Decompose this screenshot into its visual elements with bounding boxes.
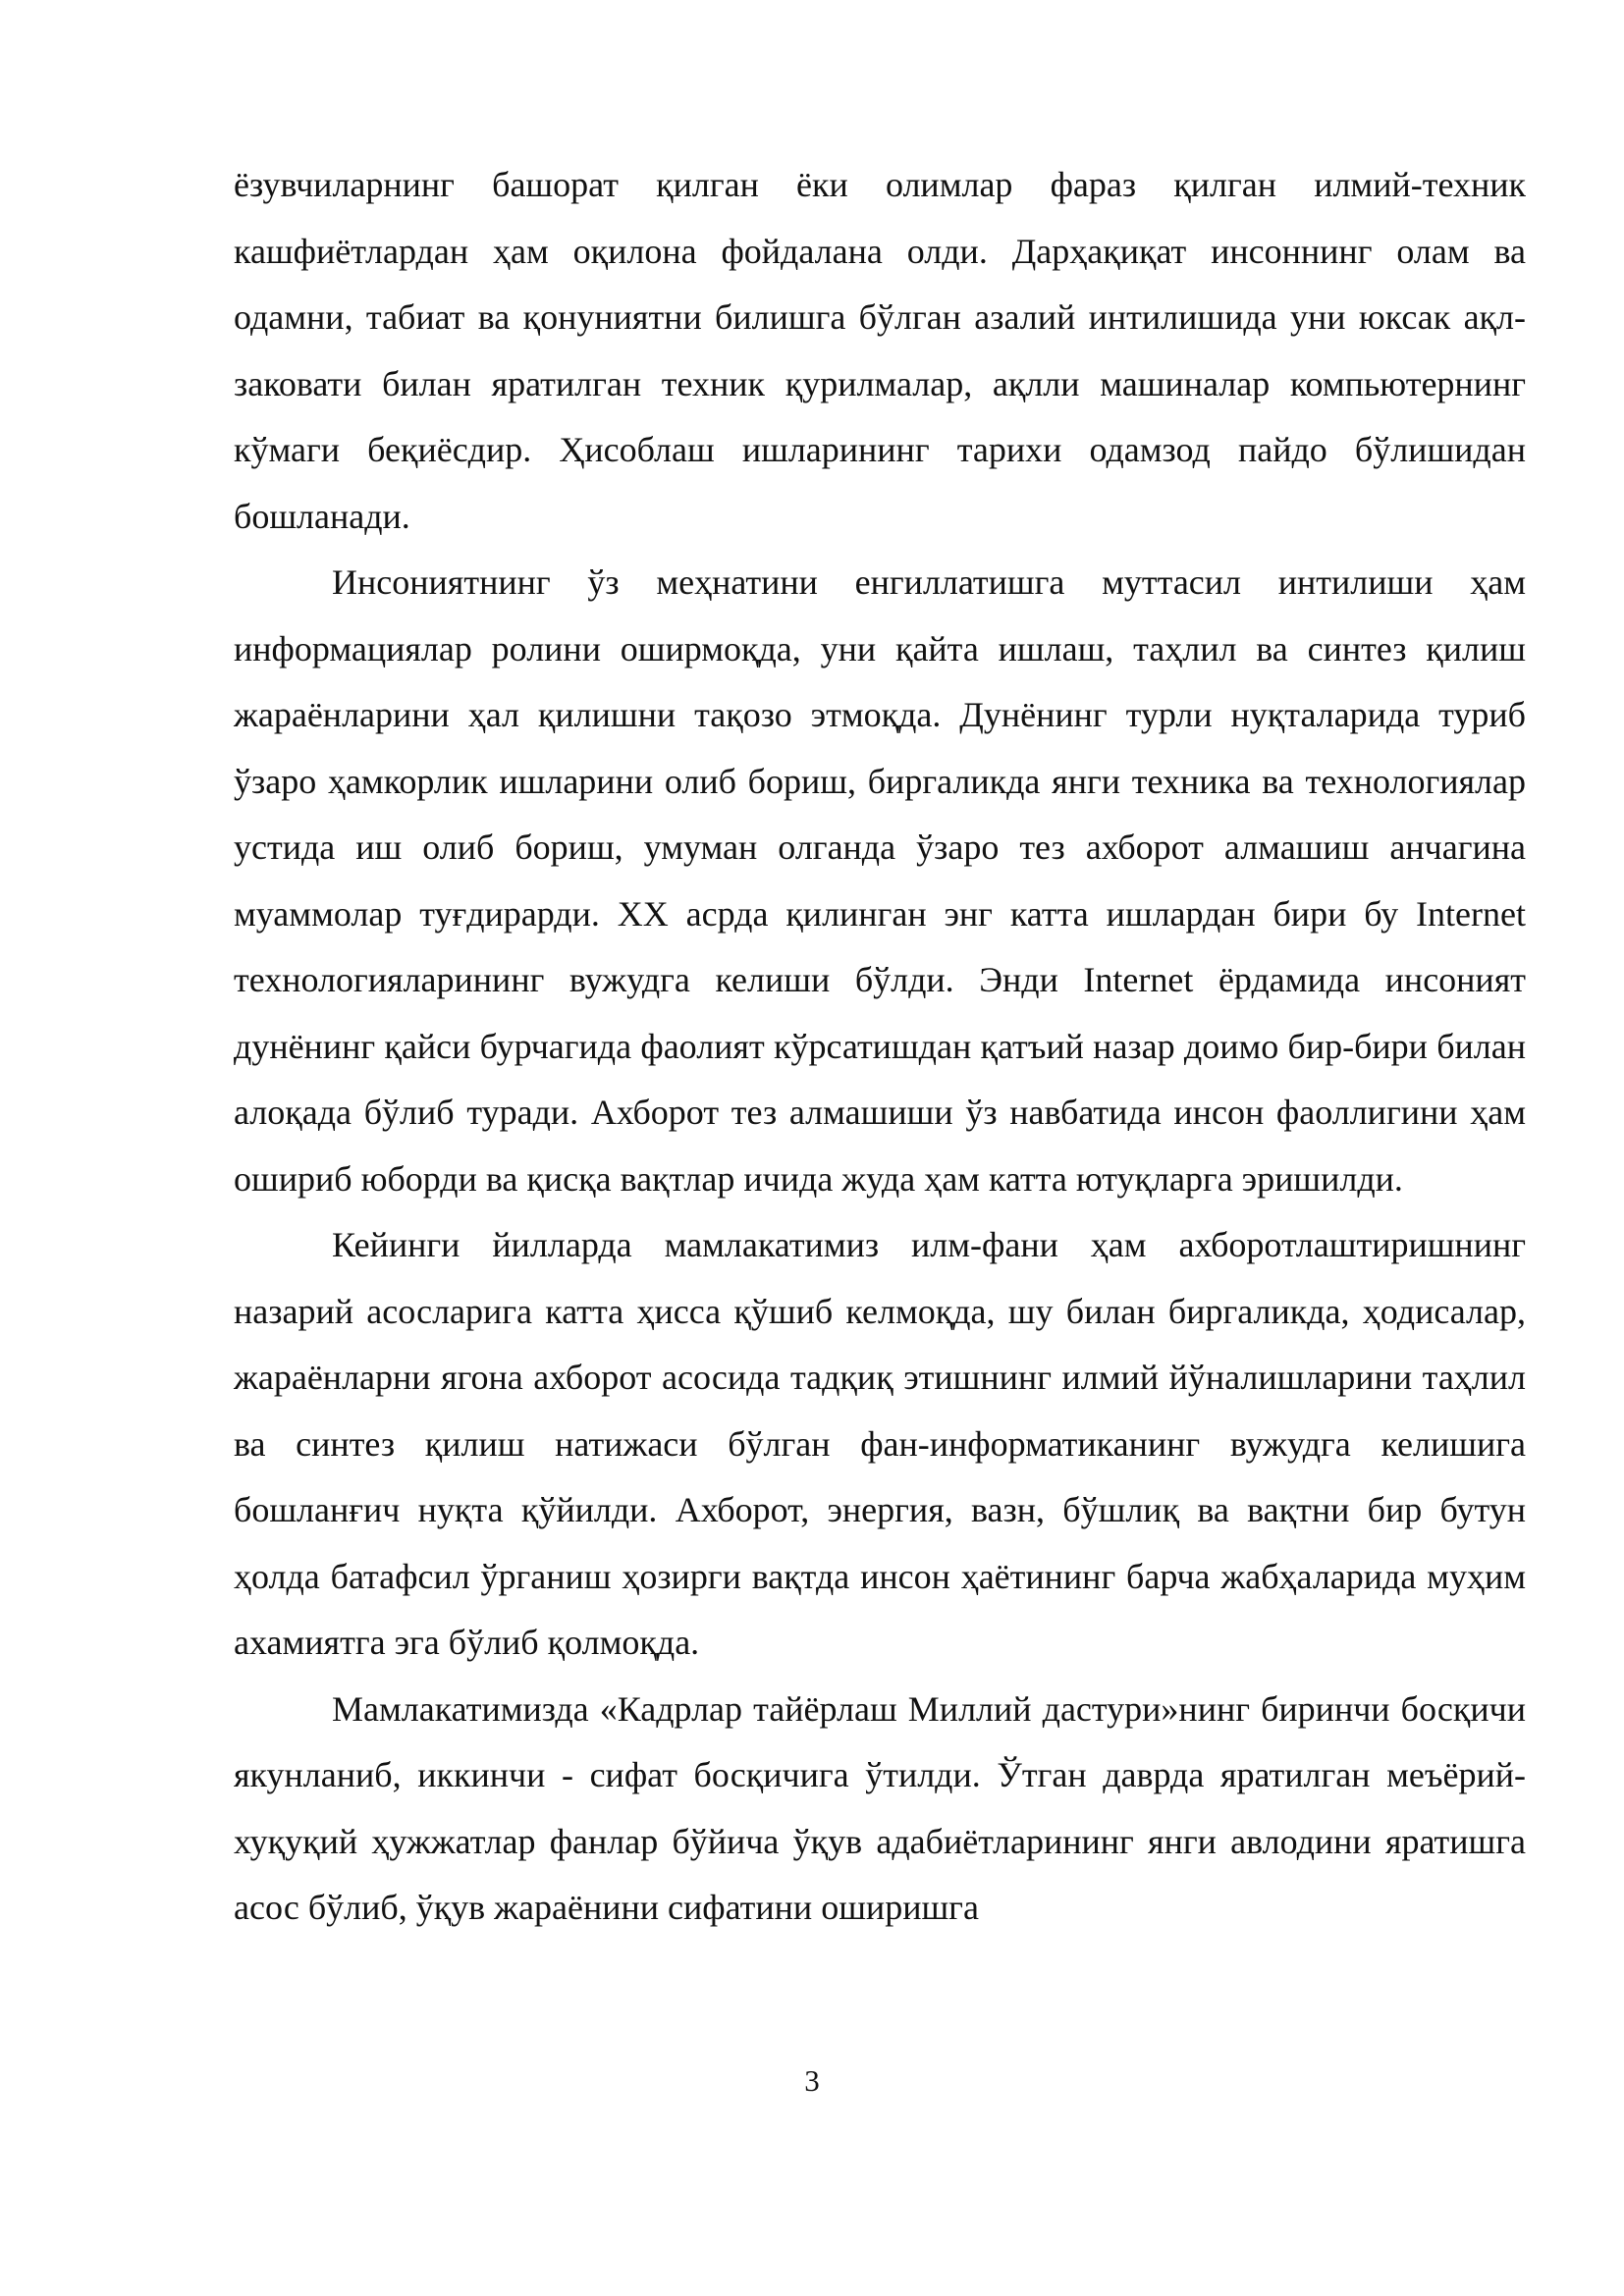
document-page (234, 152, 1526, 1942)
paragraph-2: Инсониятнинг ўз меҳнатини енгиллатишга муттасил интилиши ҳам информациялар ролини оширмоқда, уни қайта ишлаш, таҳлил ва синтез қилиш жараёнларини ҳал қилишни тақозо этмоқда. Дунёнинг турли нуқталарида туриб ўзаро ҳамкорлик ишларини олиб бориш, биргаликда янги техника ва технологиялар устида иш олиб бориш, умуман олганда ўзаро тез ахборот алмашиш анчагина муаммолар туғдирарди. XX асрда қилинган энг катта ишлардан бири бу Internet технологияларининг вужудга келиши бўлди. Энди Internet ёрдамида инсоният дунёнинг қайси бурчагида фаолият кўрсатишдан қатъий назар доимо бир-бири билан алоқада бўлиб туради. Ахборот тез алмашиши ўз навбатида инсон фаоллигини ҳам ошириб юборди ва қисқа вақтлар ичида жуда ҳам катта ютуқларга эришилди. (234, 562, 1526, 1199)
paragraph-3: Кейинги йилларда мамлакатимиз илм-фани ҳам ахборотлаштиришнинг назарий асосларига катта ҳисса қўшиб келмоқда, шу билан биргаликда, ҳодисалар, жараёнларни ягона ахборот асосида тадқиқ этишнинг илмий йўналишларини таҳлил ва синтез қилиш натижаси бўлган фан-информатиканинг вужудга келишига бошланғич нуқта қўйилди. Ахборот, энергия, вазн, бўшлиқ ва вақтни бир бутун ҳолда батафсил ўрганиш ҳозирги вақтда инсон ҳаётининг барча жабҳаларида муҳим ахамиятга эга бўлиб қолмоқда. (234, 1225, 1526, 1662)
page-number: 3 (804, 2063, 820, 2098)
paragraph-1: ёзувчиларнинг башорат қилган ёки олимлар фараз қилган илмий-техник кашфиётлардан ҳам оқилона фойдалана олди. Дарҳақиқат инсоннинг олам ва одамни, табиат ва қонуниятни билишга бўлган азалий интилишида уни юксак ақл-заковати билан яратилган техник қурилмалар, ақлли машиналар компьютернинг кўмаги беқиёсдир. Ҳисоблаш ишларининг тарихи одамзод пайдо бўлишидан бошланади. (234, 165, 1526, 536)
paragraph-4: Мамлакатимизда «Кадрлар тайёрлаш Миллий дастури»нинг биринчи босқичи якунланиб, иккинчи - сифат босқичига ўтилди. Ўтган даврда яратилган меъёрий-хуқуқий ҳужжатлар фанлар бўйича ўқув адабиётларининг янги авлодини яратишга асос бўлиб, ўқув жараёнини сифатини оширишга (234, 1688, 1526, 1927)
